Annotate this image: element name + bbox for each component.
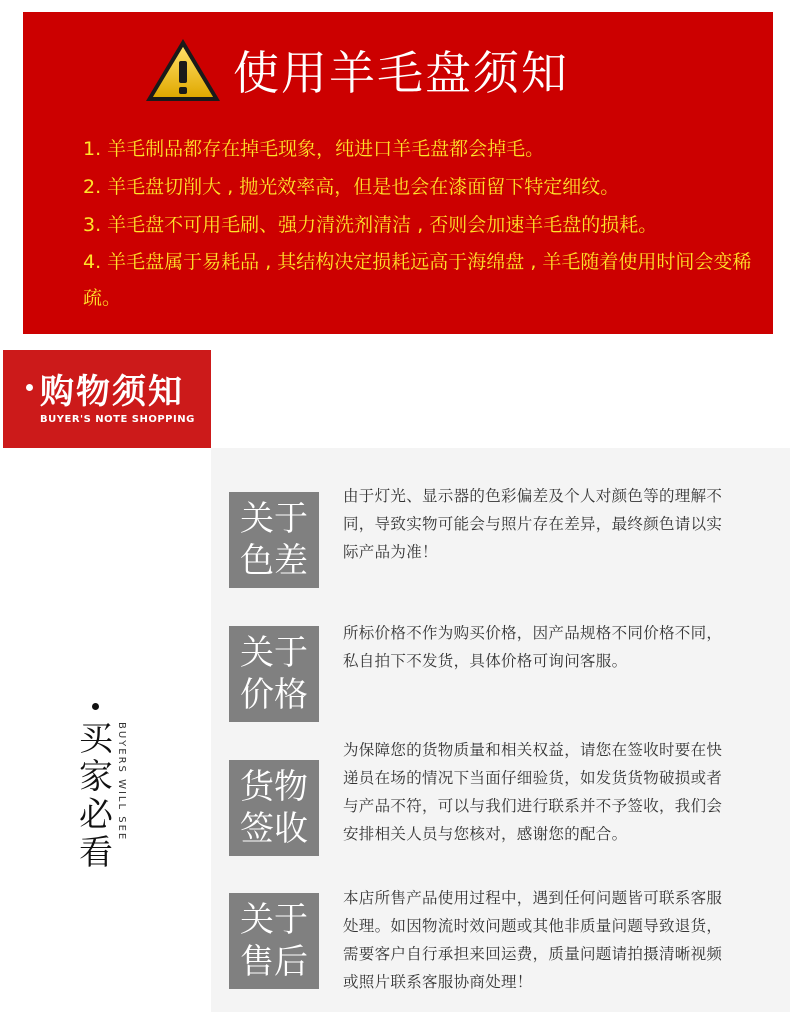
buyer-must-see-subtitle: BUYERS WILL SEE bbox=[116, 722, 127, 842]
buyer-must-see-title bbox=[76, 720, 116, 872]
note-label-box bbox=[229, 626, 319, 722]
note-label-line: 价格 bbox=[240, 675, 308, 715]
note-price bbox=[229, 626, 769, 726]
note-text: 为保障您的货物质量和相关权益，请您在签收时要在快递员在场的情况下当面仔细验货，如发货货物破损或者与产品不符，可以与我们进行联系并不予签收，我们会安排相关人员与您核对，感谢您的配合。 bbox=[343, 741, 723, 843]
note-label-line: 关于 bbox=[240, 633, 308, 673]
warning-header bbox=[143, 30, 569, 110]
note-text: 所标价格不作为购买价格，因产品规格不同价格不同，私自拍下不发货，具体价格可询问客服。 bbox=[343, 624, 723, 670]
warning-title: 使用羊毛盘须知 bbox=[233, 46, 569, 100]
note-label-line: 关于 bbox=[240, 900, 308, 940]
buyer-title-char: 看 bbox=[79, 833, 113, 873]
note-label-line: 关于 bbox=[240, 499, 308, 539]
warning-panel bbox=[23, 12, 773, 334]
note-text: 由于灯光、显示器的色彩偏差及个人对颜色等的理解不同，导致实物可能会与照片存在差异，最终颜色请以实际产品为准！ bbox=[343, 487, 723, 561]
warning-item-3: 3. 羊毛盘不可用毛刷、强力清洗剂清洁 , 否则会加速羊毛盘的损耗。 bbox=[83, 214, 658, 236]
bullet-dot bbox=[92, 703, 99, 710]
note-label-box bbox=[229, 760, 319, 856]
warning-list bbox=[83, 130, 753, 316]
bullet-dot bbox=[26, 384, 33, 391]
note-label-line: 货物 bbox=[240, 767, 308, 807]
buyer-title-char: 必 bbox=[79, 795, 113, 835]
buyer-title-char: 买 bbox=[79, 719, 113, 759]
note-color-difference bbox=[229, 487, 769, 592]
warning-item-2: 2. 羊毛盘切削大 , 抛光效率高，但是也会在漆面留下特定细纹。 bbox=[83, 176, 620, 198]
note-after-sales bbox=[229, 889, 769, 993]
note-label-line: 签收 bbox=[240, 809, 308, 849]
shopping-notice-subtitle: BUYER'S NOTE SHOPPING bbox=[40, 414, 195, 425]
note-label-line: 售后 bbox=[240, 942, 308, 982]
note-label-box bbox=[229, 492, 319, 588]
note-goods-receipt bbox=[229, 741, 769, 860]
note-label-line: 色差 bbox=[240, 541, 308, 581]
note-text: 本店所售产品使用过程中，遇到任何问题皆可联系客服处理。如因物流时效问题或其他非质量问题导致退货，需要客户自行承担来回运费，质量问题请拍摄清晰视频或照片联系客服协商处理！ bbox=[343, 889, 723, 991]
shopping-notice-title: 购物须知 bbox=[40, 372, 184, 412]
warning-triangle-icon bbox=[143, 35, 223, 105]
warning-item-4: 4. 羊毛盘属于易耗品 , 其结构决定损耗远高于海绵盘 , 羊毛随着使用时间会变稀疏。 bbox=[83, 251, 752, 309]
buyer-title-char: 家 bbox=[79, 757, 113, 797]
warning-item-1: 1. 羊毛制品都存在掉毛现象，纯进口羊毛盘都会掉毛。 bbox=[83, 138, 545, 160]
note-label-box bbox=[229, 893, 319, 989]
